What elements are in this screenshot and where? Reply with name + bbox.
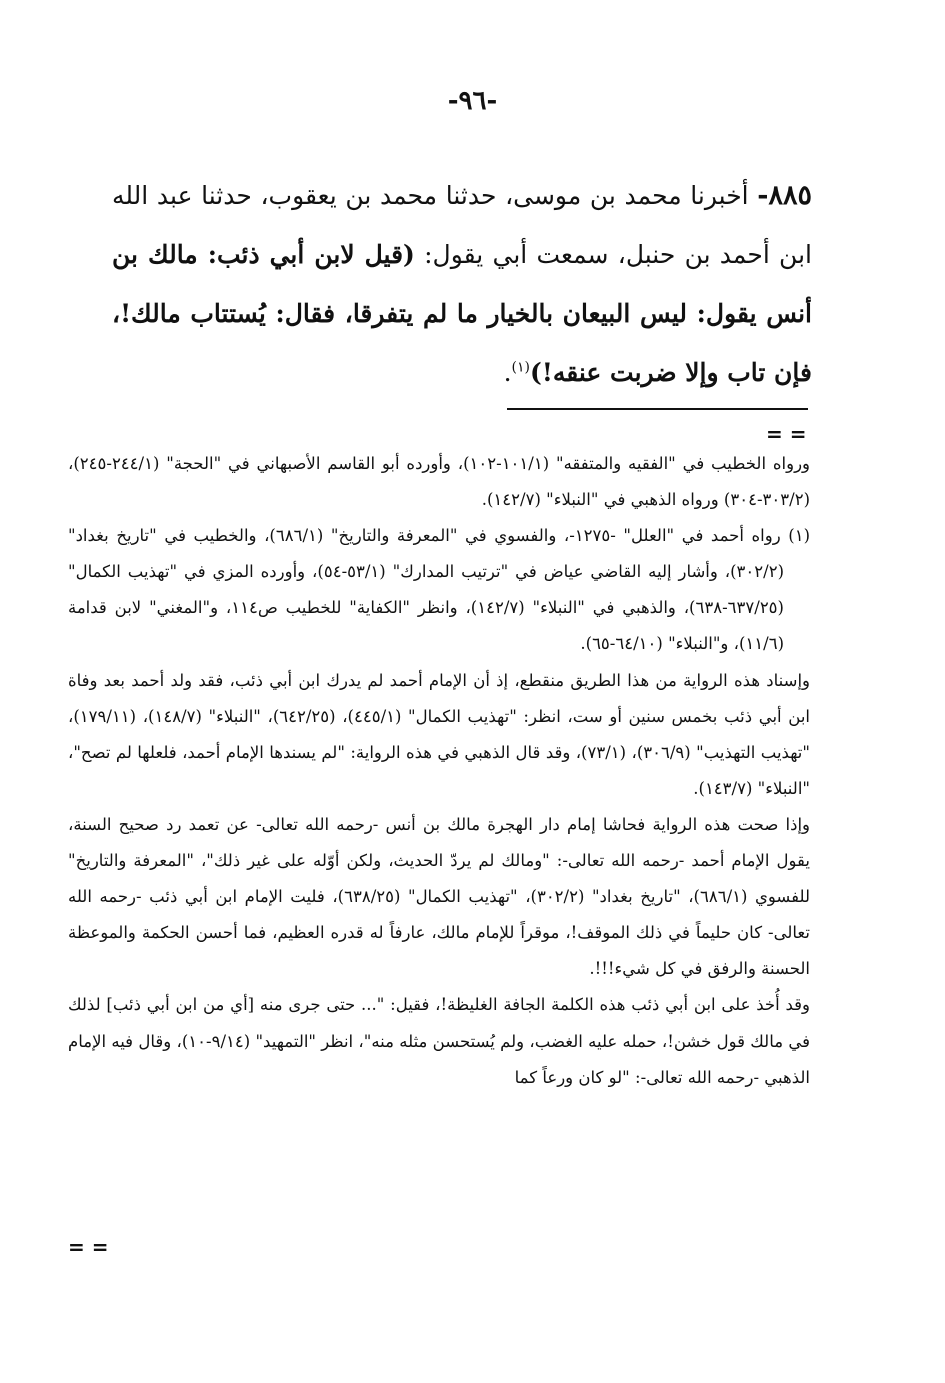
- footnote-1: (١) رواه أحمد في "العلل" -١٢٧٥-، والفسوي في "المعرفة والتاريخ" (٦٨٦/١)، والخطيب في "تاريخ بغداد" (٣٠٢/٢)، وأشار إليه القاضي عياض في "ترتيب المدارك" (٥٣/١-٥٤)، وأورده المزي في "تهذيب الكمال" (٦٣٧/٢٥-٦٣٨)، والذهبي في "النبلاء" (١٤٢/٧)، وانظر "الكفاية" للخطيب ص١١٤، و"المغني" لابن قدامة (١١/٦)، و"النبلاء" (٦٤/١٠-٦٥).: [68, 526, 811, 654]
- footnote-paragraph: وقد أُخذ على ابن أبي ذئب هذه الكلمة الجافة الغليظة!، فقيل: "... حتى جرى منه [أي من ابن أبي ذئب] لذلك في مالك قول خشن!، حمله عليه الغضب، ولم يُستحسن مثله منه"، انظر "التمهيد" (٩/١٤-١٠)، وقال فيه الإمام الذهبي -رحمه الله تعالى-: "لو كان ورعاً كما: [68, 995, 810, 1087]
- continuation-marker-bottom: = =: [68, 1235, 109, 1259]
- continuation-marker-top: = =: [766, 422, 807, 446]
- hadith-end-mark: .: [503, 358, 512, 387]
- footnotes: [68, 446, 810, 1096]
- footnote-paragraph: وإسناد هذه الرواية من هذا الطريق منقطع، إذ أن الإمام أحمد لم يدرك ابن أبي ذئب، فقد ولد أحمد بعد وفاة ابن أبي ذئب بخمس سنين أو ست، انظر: "تهذيب الكمال" (٤٤٥/١)، (٦٤٢/٢٥)، "النبلاء" (١٤٨/٧)، (١٧٩/١١)، "تهذيب التهذيب" (٣٠٦/٩)، (٧٣/١)، وقد قال الذهبي في هذه الرواية: "لم يسندها الإمام أحمد، فلعلها لم تصح"، "النبلاء" (١٤٣/٧).: [68, 670, 810, 798]
- hadith-matn: (قيل لابن أبي ذئب: مالك بن أنس يقول: ليس البيعان بالخيار ما لم يتفرقا، فقال: يُستتاب مالك!، فإن تاب وإلا ضربت عنقه!): [112, 240, 812, 387]
- footnote-reference: (١): [511, 359, 531, 376]
- footnote-continuation: ورواه الخطيب في "الفقيه والمتفقه" (١٠١/١-١٠٢)، وأورده أبو القاسم الأصبهاني في "الحجة" (٢٤٤/١-٢٤٥)، (٣٠٣/٢-٣٠٤) ورواه الذهبي في "النبلاء" (١٤٢/٧).: [68, 454, 811, 510]
- footnote-separator: [507, 408, 808, 410]
- hadith-isnad: أخبرنا محمد بن موسى، حدثنا محمد بن يعقوب، حدثنا عبد الله ابن أحمد بن حنبل، سمعت أبي يقول:: [112, 181, 812, 269]
- hadith-text: [112, 166, 812, 402]
- page-number: -٩٦-: [447, 86, 498, 116]
- hadith-number: ٨٨٥-: [757, 180, 812, 211]
- footnote-paragraph: وإذا صحت هذه الرواية فحاشا إمام دار الهجرة مالك بن أنس -رحمه الله تعالى- عن تعمد رد صحيح السنة، يقول الإمام أحمد -رحمه الله تعالى-: "ومالك لم يردّ الحديث، ولكن أوّله على غير ذلك"، "المعرفة والتاريخ" للفسوي (٦٨٦/١)، "تاريخ بغداد" (٣٠٢/٢)، "تهذيب الكمال" (٦٣٨/٢٥)، فليت الإمام ابن أبي ذئب -رحمه الله تعالى- كان حليماً في ذلك الموقف!، موقراً للإمام مالك، عارفاً له قدره العظيم، فما أحسن الحكمة والموعظة الحسنة والرفق في كل شيء!!!.: [68, 814, 810, 979]
